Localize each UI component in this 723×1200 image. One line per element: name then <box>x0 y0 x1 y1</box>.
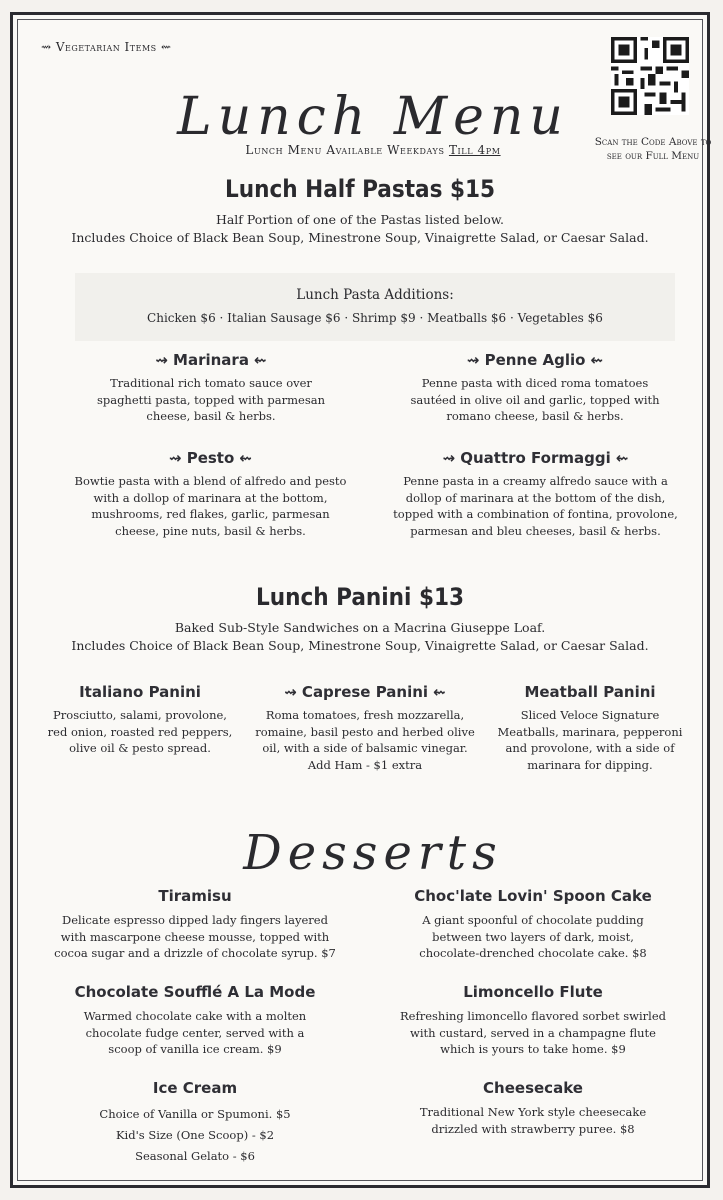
desc-line: Bowtie pasta with a blend of alfredo and pesto <box>74 474 347 488</box>
desc-line: spaghetti pasta, topped with parmesan <box>96 392 326 407</box>
desc-line: olive oil & pesto spread. <box>69 741 211 755</box>
pasta-item-desc <box>53 473 368 539</box>
panini-desc-1: Baked Sub-Style Sandwiches on a Macrina Giuseppe Loaf. <box>174 620 546 635</box>
pasta-item-pesto <box>53 449 368 539</box>
pasta-item-title: ⇝ Penne Aglio ⇜ <box>466 351 604 369</box>
dessert-item-title: Tiramisu <box>158 887 232 905</box>
dessert-item-desc <box>373 1008 693 1058</box>
lunch-hours-time: Till 4pm <box>448 143 501 157</box>
panini-item-title: Meatball Panini <box>524 683 656 701</box>
desc-line: Add Ham - $1 extra <box>307 757 423 772</box>
dessert-item-title: Chocolate Soufflé A La Mode <box>74 983 316 1001</box>
desc-line: Refreshing limoncello flavored sorbet swirled <box>399 1009 666 1023</box>
desc-line: cheese, pine nuts, basil & herbs. <box>115 523 306 538</box>
pasta-item-marinara <box>61 351 361 425</box>
desc-line: romano cheese, basil & herbs. <box>446 409 624 423</box>
desc-line: Penne pasta in a creamy alfredo sauce with a <box>403 474 668 488</box>
desc-line: Traditional New York style cheesecake <box>419 1105 647 1119</box>
desc-line: Sliced Veloce Signature <box>520 708 660 722</box>
desc-line: chocolate-drenched chocolate cake. $8 <box>419 946 647 960</box>
scan-code-note: Scan the Code Above to see our Full Menu <box>594 136 712 162</box>
panini-item-title: Italiano Panini <box>79 683 201 701</box>
panini-item-italiano <box>35 683 245 757</box>
pasta-item-desc <box>378 473 693 539</box>
desc-line: red onion, roasted red peppers, <box>47 724 233 739</box>
panini-item-desc <box>35 707 245 757</box>
desc-line: with custard, served in a champagne flute <box>410 1025 656 1040</box>
dessert-item-desc <box>373 912 693 962</box>
panini-item-title: ⇝ Caprese Panini ⇜ <box>284 683 446 701</box>
desc-line: A giant spoonful of chocolate pudding <box>422 913 644 927</box>
dessert-item-ice-cream <box>35 1079 355 1167</box>
desc-line: marinara for dipping. <box>527 757 653 772</box>
dessert-item-desc <box>35 1104 355 1167</box>
pasta-additions-title: Lunch Pasta Additions: <box>296 287 454 303</box>
desc-line: Warmed chocolate cake with a molten <box>83 1009 307 1023</box>
lunch-hours <box>163 143 583 157</box>
desc-line: oil, with a side of balsamic vinegar. <box>262 741 468 755</box>
desc-line: Seasonal Gelato - $6 <box>135 1149 255 1163</box>
lunch-hours-prefix: Lunch Menu Available Weekdays <box>245 143 449 157</box>
half-pastas-desc-2: Includes Choice of Black Bean Soup, Minestrone Soup, Vinaigrette Salad, or Caesar Salad. <box>71 230 649 245</box>
desc-line: Roma tomatoes, fresh mozzarella, <box>265 708 465 722</box>
desc-line: Prosciutto, salami, provolone, <box>53 708 227 722</box>
panini-item-desc <box>485 707 695 773</box>
desc-line: parmesan and bleu cheeses, basil & herbs. <box>410 523 661 538</box>
dessert-item-desc <box>35 912 355 962</box>
desc-line: sautéed in olive oil and garlic, topped with <box>410 392 660 407</box>
desc-line: with mascarpone cheese mousse, topped with <box>60 929 330 944</box>
desc-line: Delicate espresso dipped lady fingers layered <box>62 913 328 927</box>
pasta-additions-list: Chicken $6 · Italian Sausage $6 · Shrimp $9 · Meatballs $6 · Vegetables $6 <box>147 311 603 325</box>
desc-line: cheese, basil & herbs. <box>146 409 276 423</box>
desc-line: Traditional rich tomato sauce over <box>110 376 312 390</box>
pasta-item-title: ⇝ Quattro Formaggi ⇜ <box>442 449 629 467</box>
panini-heading: Lunch Panini $13 <box>255 583 465 611</box>
dessert-item-title: Limoncello Flute <box>463 983 603 1001</box>
desc-line: and provolone, with a side of <box>505 741 675 755</box>
dessert-item-desc <box>35 1008 355 1058</box>
half-pastas-desc-1: Half Portion of one of the Pastas listed below. <box>215 212 505 227</box>
dessert-item-title: Cheesecake <box>483 1079 583 1097</box>
pasta-item-desc <box>385 375 685 425</box>
qr-code[interactable] <box>611 37 689 115</box>
desc-line: Choice of Vanilla or Spumoni. $5 <box>99 1107 291 1121</box>
page-title: Lunch Menu <box>177 87 569 147</box>
pasta-item-desc <box>61 375 361 425</box>
menu-page <box>10 12 710 1188</box>
panini-item-caprese <box>255 683 475 773</box>
desc-line: between two layers of dark, moist, <box>432 929 634 944</box>
desc-line: dollop of marinara at the bottom of the dish, <box>405 490 666 505</box>
dessert-item-limoncello <box>373 983 693 1058</box>
dessert-item-spoon-cake <box>373 887 693 962</box>
desc-line: chocolate fudge center, served with a <box>85 1025 305 1040</box>
panini-item-desc <box>255 707 475 773</box>
dessert-item-cheesecake <box>373 1079 693 1137</box>
desc-line: mushrooms, red flakes, garlic, parmesan <box>91 507 330 521</box>
desc-line: Penne pasta with diced roma tomatoes <box>421 376 649 390</box>
desc-line: which is yours to take home. $9 <box>440 1042 626 1056</box>
desc-line: with a dollop of marinara at the bottom, <box>93 490 328 505</box>
dessert-item-title: Choc'late Lovin' Spoon Cake <box>414 887 652 905</box>
desc-line: romaine, basil pesto and herbed olive <box>255 724 475 739</box>
dessert-item-title: Ice Cream <box>152 1079 238 1097</box>
half-pastas-heading: Lunch Half Pastas $15 <box>224 175 496 203</box>
vegetarian-legend: ⇝ Vegetarian Items ⇜ <box>41 40 172 54</box>
dessert-item-souffle <box>35 983 355 1058</box>
desc-line: cocoa sugar and a drizzle of chocolate syrup. $7 <box>54 946 336 960</box>
pasta-item-penne-aglio <box>385 351 685 425</box>
dessert-item-desc <box>373 1104 693 1137</box>
desc-line: scoop of vanilla ice cream. $9 <box>108 1042 282 1056</box>
pasta-additions-box <box>75 273 675 341</box>
pasta-item-title: ⇝ Marinara ⇜ <box>155 351 267 369</box>
panini-item-meatball <box>485 683 695 773</box>
desc-line: Meatballs, marinara, pepperoni <box>497 724 683 739</box>
desc-line: drizzled with strawberry puree. $8 <box>431 1121 635 1136</box>
pasta-item-title: ⇝ Pesto ⇜ <box>168 449 253 467</box>
pasta-item-quattro-formaggi <box>378 449 693 539</box>
desc-line: Kid's Size (One Scoop) - $2 <box>115 1128 275 1142</box>
desc-line: topped with a combination of fontina, provolone, <box>393 507 678 521</box>
desserts-title: Desserts <box>243 825 503 881</box>
dessert-item-tiramisu <box>35 887 355 962</box>
panini-desc-2: Includes Choice of Black Bean Soup, Minestrone Soup, Vinaigrette Salad, or Caesar Salad. <box>71 638 649 653</box>
